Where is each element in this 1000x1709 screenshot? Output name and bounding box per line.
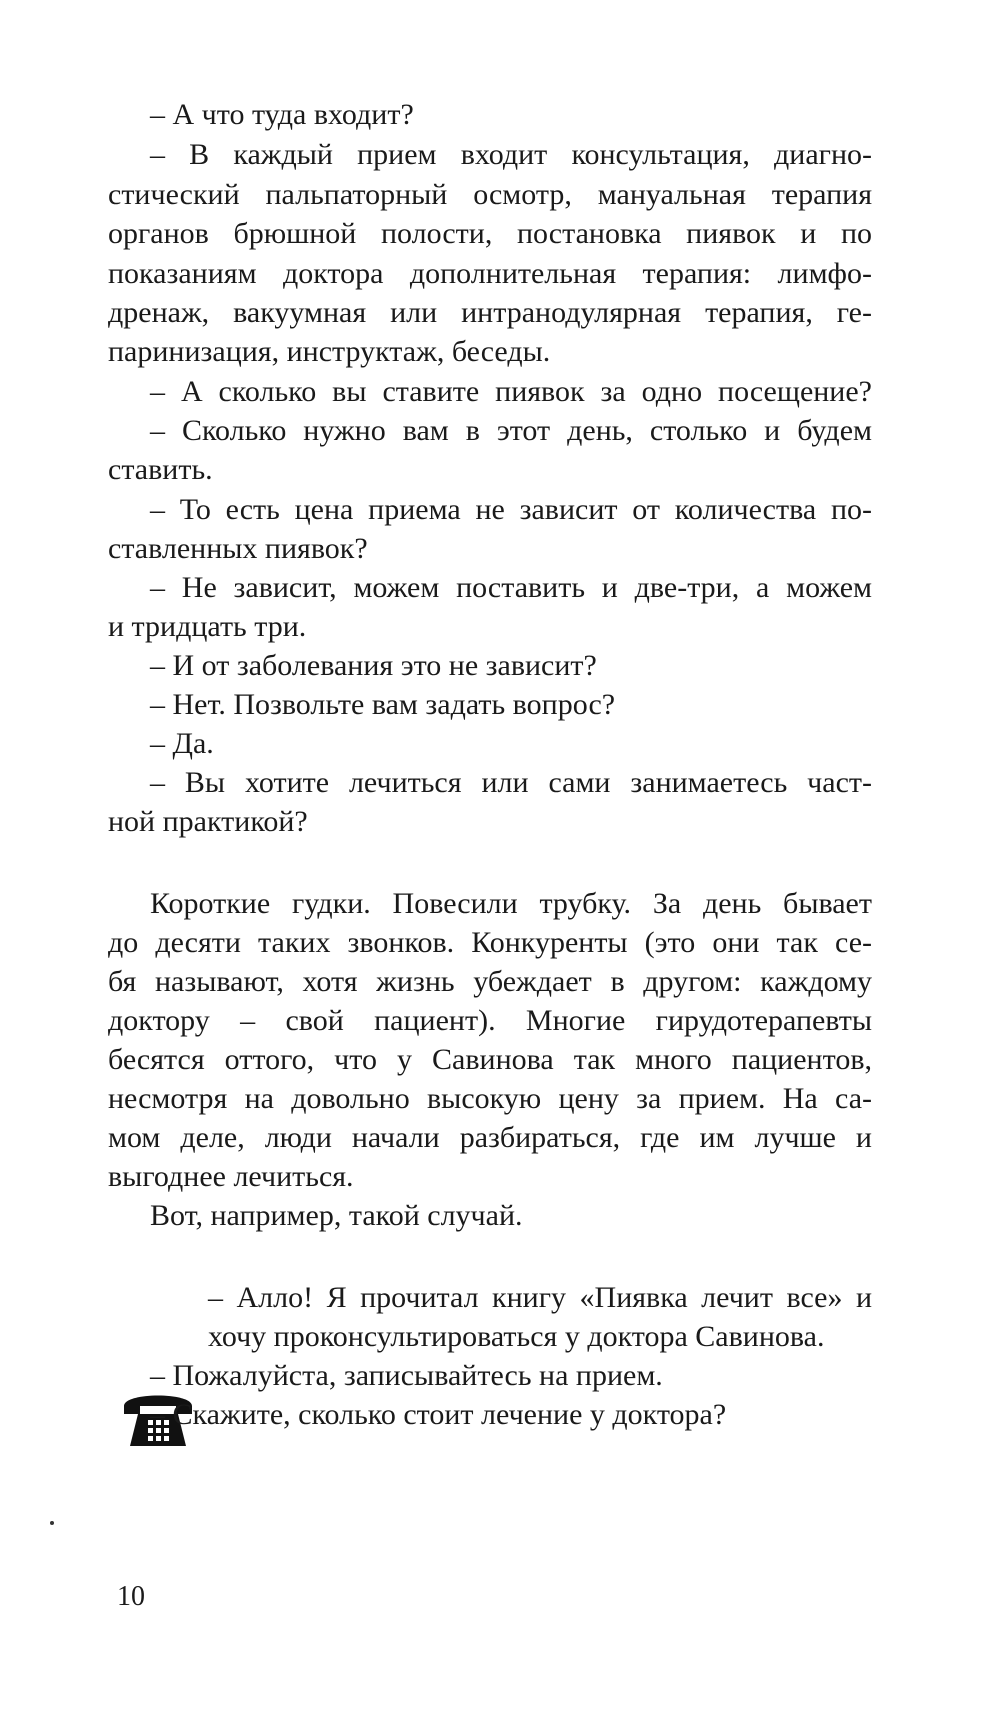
text-line: стический пальпаторный осмотр, мануальная терапия xyxy=(108,178,872,211)
text-line: – Сколько нужно вам в этот день, столько и будем xyxy=(150,414,872,447)
text-line: – В каждый прием входит консультация, диагно- xyxy=(150,138,872,171)
text-line: Вот, например, такой случай. xyxy=(150,1199,523,1232)
text-line: – Алло! Я прочитал книгу «Пиявка лечит все» и xyxy=(208,1281,872,1314)
text-line: мом деле, люди начали разбираться, где им лучше и xyxy=(108,1121,872,1154)
text-line: дренаж, вакуумная или интранодулярная терапия, ге- xyxy=(108,296,872,329)
text-line: Короткие гудки. Повесили трубку. За день бывает xyxy=(150,887,872,920)
text-line: – Не зависит, можем поставить и две-три, а можем xyxy=(150,571,872,604)
text-line: – Нет. Позвольте вам задать вопрос? xyxy=(150,688,616,721)
text-line: ставленных пиявок? xyxy=(108,532,368,565)
text-line: ставить. xyxy=(108,453,213,486)
text-line: бя называют, хотя жизнь убеждает в другом: каждому xyxy=(108,965,872,998)
text-line: бесятся оттого, что у Савинова так много пациентов, xyxy=(108,1043,872,1076)
text-line: выгоднее лечиться. xyxy=(108,1160,354,1193)
text-line: доктору – свой пациент). Многие гирудотерапевты xyxy=(108,1004,872,1037)
text-line: – Вы хотите лечиться или сами занимаетесь част- xyxy=(150,766,872,799)
text-line: показаниям доктора дополнительная терапия: лимфо- xyxy=(108,257,872,290)
page-number: 10 xyxy=(117,1581,145,1612)
text-line: хочу проконсультироваться у доктора Савинова. xyxy=(208,1320,825,1353)
text-line: – И от заболевания это не зависит? xyxy=(150,649,597,682)
text-line: – А что туда входит? xyxy=(150,98,414,131)
text-line: – А сколько вы ставите пиявок за одно посещение? xyxy=(150,375,872,408)
text-line: – Пожалуйста, записывайтесь на прием. xyxy=(150,1359,663,1392)
text-line: органов брюшной полости, постановка пиявок и по xyxy=(108,217,872,250)
text-line: – То есть цена приема не зависит от количества по- xyxy=(150,493,872,526)
text-line: паринизация, инструктаж, беседы. xyxy=(108,335,551,368)
text-line: – Скажите, сколько стоит лечение у доктора? xyxy=(150,1398,727,1431)
text-line: – Да. xyxy=(150,727,214,760)
text-line: ной практикой? xyxy=(108,805,308,838)
text-line: и тридцать три. xyxy=(108,610,307,643)
scan-speck xyxy=(50,1521,54,1525)
text-line: несмотря на довольно высокую цену за прием. На са- xyxy=(108,1082,872,1115)
text-line: до десяти таких звонков. Конкуренты (это они так се- xyxy=(108,926,872,959)
